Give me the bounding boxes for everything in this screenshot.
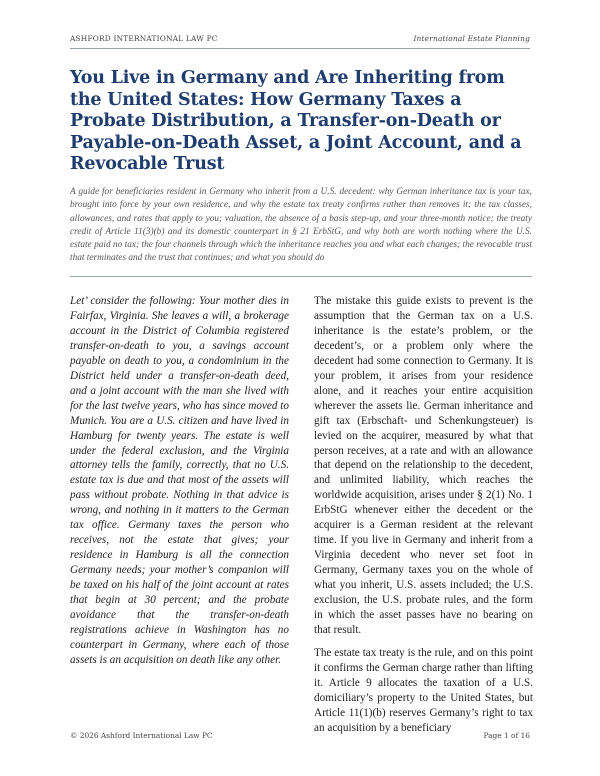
running-footer <box>70 731 530 740</box>
intro-example-paragraph: Let’ consider the following: Your mother dies in Fairfax, Virginia. She leaves a will, a brokerage account in the District of Columbia registered transfer-on-death to you, a savings account payable on death to you, a condominium in the District held under a transfer-on-death deed, and a joint account with the man she lived with for the last twelve years, who has since moved to Munich. You are a U.S. citizen and have lived in Hamburg for twenty years. The estate is well under the federal exclusion, and the Virginia attorney tells the family, correctly, that no U.S. estate tax is due and that most of the assets will pass without probate. Nothing in that advice is wrong, and nothing in it matters to the German tax office. Germany taxes the person who receives, not the estate that gives; your residence in Hamburg is all the connection Germany needs; your mother’s companion will be taxed on his half of the joint account at rates that begin at 30 percent; and the probate avoidance that the transfer-on-death registrations achieve in Washington has no counterpart in Germany, where each of those assets is an acquisition on death like any other. <box>70 295 289 666</box>
document-subtitle: A guide for beneficiaries resident in Germany who inherit from a U.S. decedent: why German inheritance tax is your tax, brought into force by your own residence, and why the estate tax treaty confirms rather than removes it; the tax classes, allowances, and rates that apply to you; valuation, the absence of a basis step-up, and your three-month notice; the treaty credit of Article 11(3)(b) and its domestic counterpart in § 21 ErbStG, and why both are worth nothing where the U.S. estate paid no tax; the four channels through which the inheritance reaches you and what each changes; the revocable trust that terminates and the trust that continues; and what you should do <box>70 186 532 277</box>
body-paragraph-2: The estate tax treaty is the rule, and on this point it confirms the German charge rather than lifting it. Article 9 allocates the taxation of a U.S. domiciliary’s property to the United States, but Article 11(1)(b) reserves Germany’s right to tax an acquisition by a beneficiary <box>314 646 533 734</box>
footer-copyright: © 2026 Ashford International Law PC <box>70 731 213 740</box>
header-section-name: International Estate Planning <box>413 34 530 43</box>
header-firm-name: ASHFORD INTERNATIONAL LAW PC <box>70 34 218 43</box>
running-header <box>70 34 530 49</box>
right-column <box>314 294 533 744</box>
footer-page-number: Page 1 of 16 <box>483 731 530 740</box>
document-title: You Live in Germany and Are Inheriting from the United States: How Germany Taxes a Probate Distribution, a Transfer-on-Death or Payable-on-Death Asset, a Joint Account, and a Revocable Trust <box>70 68 522 174</box>
left-column <box>70 294 289 676</box>
body-paragraph-1: The mistake this guide exists to prevent is the assumption that the German tax on a U.S. inheritance is the estate’s problem, or the decedent’s, or a problem only where the decedent had some connection to Germany. It is your problem, it arises from your residence alone, and it reaches your entire acquisition wherever the assets lie. German inheritance and gift tax (Erbschaft- und Schenkungsteuer) is levied on the acquirer, measured by what that person receives, at a rate and with an allowance that depend on the relationship to the decedent, and unlimited liability, which reaches the worldwide acquisition, arises under § 2(1) No. 1 ErbStG whenever either the decedent or the acquirer is a German resident at the relevant time. If you live in Germany and inherit from a Virginia decedent who never set foot in Germany, Germany taxes you on the whole of what you inherit, U.S. assets included; the U.S. exclusion, the U.S. probate rules, and the form in which the asset passes have no bearing on that result. <box>314 295 533 636</box>
